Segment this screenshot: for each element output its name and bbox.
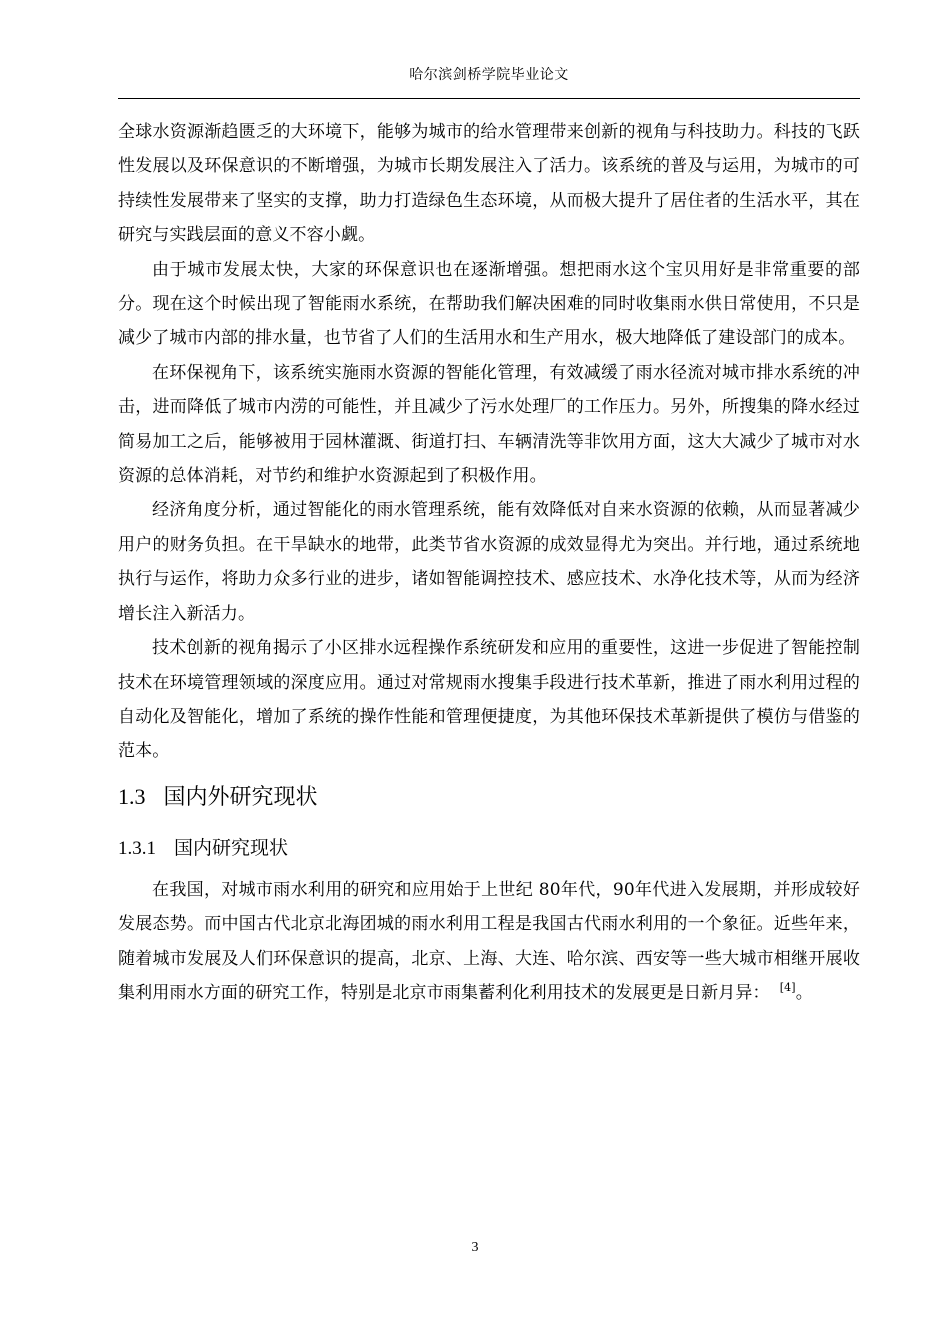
body-paragraph-4: 经济角度分析，通过智能化的雨水管理系统，能有效降低对自来水资源的依赖，从而显著减少用户的财务负担。在干旱缺水的地带，此类节省水资源的成效显得尤为突出。并行地，通过系统地执行与运作，将助力众多行业的进步，诸如智能调控技术、感应技术、水净化技术等，从而为经济增长注入新活力。	[118, 500, 860, 624]
subsection-paragraph	[118, 873, 860, 1011]
section-number: 1.3	[118, 783, 146, 809]
body-paragraph-2: 由于城市发展太快，大家的环保意识也在逐渐增强。想把雨水这个宝贝用好是非常重要的部分。现在这个时候出现了智能雨水系统，在帮助我们解决困难的同时收集雨水供日常使用，不只是减少了城市内部的排水量，也节省了人们的生活用水和生产用水，极大地降低了建设部门的成本。	[118, 259, 860, 349]
page-number: 3	[471, 1240, 479, 1255]
subsection-paragraph-text: 在我国，对城市雨水利用的研究和应用始于上世纪 80年代，90年代进入发展期，并形成较好发展态势。而中国古代北京北海团城的雨水利用工程是我国古代雨水利用的一个象征。近些年来，随着城市发展及人们环保意识的提高，北京、上海、大连、哈尔滨、西安等一些大城市相继开展收集利用雨水方面的研究工作，特别是北京市雨集蓄利化利用技术的发展更是日新月异：	[118, 879, 860, 1003]
subsection-title: 国内研究现状	[174, 836, 289, 859]
citation-ref: [4]	[779, 981, 796, 995]
header-divider	[118, 98, 860, 99]
body-paragraph-3: 在环保视角下，该系统实施雨水资源的智能化管理，有效减缓了雨水径流对城市排水系统的冲击，进而降低了城市内涝的可能性，并且减少了污水处理厂的工作压力。另外，所搜集的降水经过简易加工之后，能够被用于园林灌溉、街道打扫、车辆清洗等非饮用方面，这大大减少了城市对水资源的总体消耗，对节约和维护水资源起到了积极作用。	[118, 362, 860, 487]
section-title: 国内外研究现状	[163, 784, 318, 810]
body-paragraph-1: 全球水资源渐趋匮乏的大环境下，能够为城市的给水管理带来创新的视角与科技助力。科技的飞跃性发展以及环保意识的不断增强，为城市长期发展注入了活力。该系统的普及与运用，为城市的可持续性发展带来了坚实的支撑，助力打造绿色生态环境，从而极大提升了居住者的生活水平，其在研究与实践层面的意义不容小觑。	[118, 122, 860, 246]
subsection-heading	[118, 830, 860, 867]
paragraph-end-mark: 。	[795, 982, 813, 1003]
page-header: 哈尔滨剑桥学院毕业论文	[409, 67, 569, 83]
body-paragraph-5: 技术创新的视角揭示了小区排水远程操作系统研发和应用的重要性，这进一步促进了智能控制技术在环境管理领域的深度应用。通过对常规雨水搜集手段进行技术革新，推进了雨水利用过程的自动化及智能化，增加了系统的操作性能和管理便捷度，为其他环保技术革新提供了模仿与借鉴的范本。	[118, 638, 860, 762]
page-body	[118, 115, 860, 1010]
subsection-number: 1.3.1	[118, 837, 156, 859]
section-heading	[118, 777, 860, 818]
